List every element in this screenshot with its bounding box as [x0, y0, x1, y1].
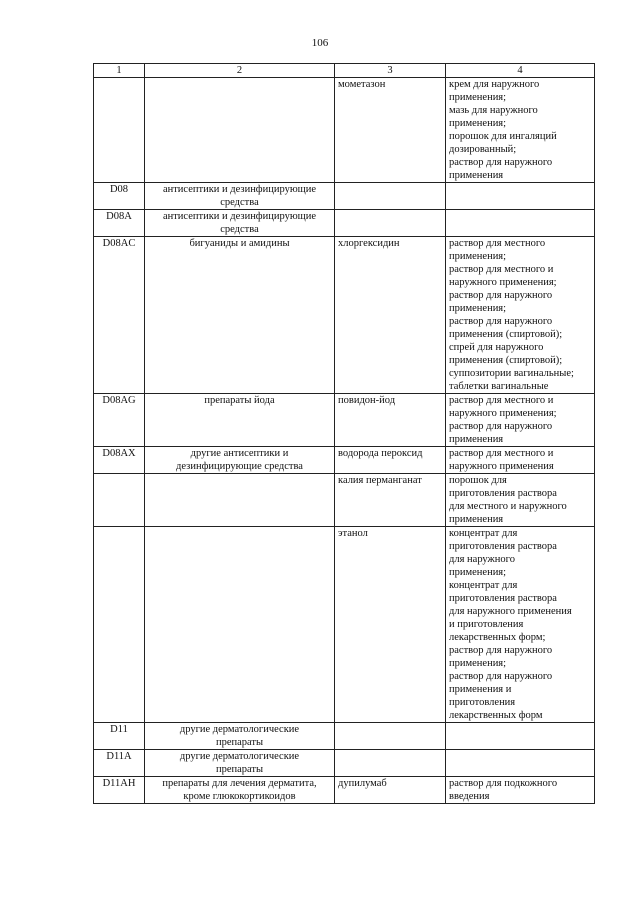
dosage-form-line: спрей для наружного	[449, 342, 544, 353]
drug-name: водорода пероксид	[338, 448, 423, 459]
dosage-form-line: мазь для наружного	[449, 105, 538, 116]
dosage-form-line: раствор для местного	[449, 238, 546, 249]
dosage-form-line: раствор для местного и	[449, 264, 554, 275]
anatomical-group-cell	[145, 237, 335, 394]
dosage-form-line: применения (спиртовой);	[449, 329, 563, 340]
table-body	[94, 78, 595, 804]
dosage-form-line: концентрат для	[449, 580, 518, 591]
drug-table	[93, 63, 595, 804]
dosage-forms-cell	[446, 474, 595, 527]
drug-name-cell	[335, 394, 446, 447]
dosage-form-line: применения;	[449, 92, 507, 103]
table-row	[94, 723, 595, 750]
group-line: препараты	[215, 764, 264, 775]
atc-code: D08AX	[102, 448, 136, 459]
drug-name-cell	[335, 474, 446, 527]
group-line: дезинфицирующие средства	[176, 461, 303, 472]
dosage-form-line: раствор для наружного	[449, 645, 553, 656]
dosage-form-line: приготовления раствора	[449, 541, 557, 552]
drug-name: повидон-йод	[338, 395, 396, 406]
group-line: препараты йода	[204, 395, 275, 406]
dosage-form-line: раствор для местного и	[449, 395, 554, 406]
anatomical-group-cell	[145, 723, 335, 750]
dosage-form-line: применения	[449, 434, 504, 445]
dosage-form-line: применения;	[449, 658, 507, 669]
group-line: другие антисептики и	[190, 448, 289, 459]
dosage-form-line: применения;	[449, 303, 507, 314]
drug-name: мометазон	[338, 79, 386, 90]
dosage-form-line: приготовления	[449, 697, 516, 708]
dosage-forms-cell	[446, 777, 595, 804]
page-number: 106	[311, 37, 329, 49]
header-col-4: 4	[446, 64, 595, 78]
dosage-forms-cell	[446, 723, 595, 750]
header-col-3: 3	[335, 64, 446, 78]
drug-name-cell	[335, 750, 446, 777]
dosage-form-line: раствор для подкожного	[449, 778, 558, 789]
group-line: бигуаниды и амидины	[189, 238, 290, 249]
atc-code-cell	[94, 474, 145, 527]
atc-code-cell	[94, 447, 145, 474]
atc-code-cell	[94, 527, 145, 723]
group-line: антисептики и дезинфицирующие	[162, 211, 317, 222]
dosage-form-line: введения	[449, 791, 490, 802]
dosage-form-line: раствор для местного и	[449, 448, 554, 459]
drug-name: этанол	[338, 528, 368, 539]
drug-name-cell	[335, 210, 446, 237]
atc-code-cell	[94, 394, 145, 447]
anatomical-group-cell	[145, 210, 335, 237]
dosage-forms-cell	[446, 750, 595, 777]
drug-name-cell	[335, 723, 446, 750]
header-col-2: 2	[145, 64, 335, 78]
atc-code: D08A	[106, 211, 132, 222]
group-line: средства	[220, 224, 259, 235]
table-row	[94, 78, 595, 183]
table-row	[94, 183, 595, 210]
atc-code-cell	[94, 237, 145, 394]
dosage-forms-cell	[446, 78, 595, 183]
group-line: препараты для лечения дерматита,	[162, 778, 317, 789]
dosage-forms-cell	[446, 183, 595, 210]
group-line: кроме глюкокортикоидов	[183, 791, 296, 802]
dosage-form-line: применения (спиртовой);	[449, 355, 563, 366]
table-row	[94, 777, 595, 804]
dosage-form-line: лекарственных форм	[449, 710, 543, 721]
dosage-form-line: и приготовления	[449, 619, 524, 630]
atc-code: D11	[110, 724, 128, 735]
anatomical-group-cell	[145, 750, 335, 777]
dosage-form-line: применения	[449, 514, 504, 525]
dosage-form-line: для наружного	[449, 554, 515, 565]
dosage-form-line: лекарственных форм;	[449, 632, 546, 643]
dosage-form-line: таблетки вагинальные	[449, 381, 549, 392]
anatomical-group-cell	[145, 527, 335, 723]
anatomical-group-cell	[145, 777, 335, 804]
atc-code-cell	[94, 723, 145, 750]
dosage-form-line: применения и	[449, 684, 512, 695]
group-line: другие дерматологические	[179, 751, 300, 762]
table-row	[94, 237, 595, 394]
dosage-form-line: применения;	[449, 118, 507, 129]
anatomical-group-cell	[145, 447, 335, 474]
table-row	[94, 447, 595, 474]
atc-code-cell	[94, 78, 145, 183]
atc-code-cell	[94, 183, 145, 210]
table-header	[94, 64, 595, 78]
dosage-form-line: для наружного применения	[449, 606, 572, 617]
drug-name: калия перманганат	[338, 475, 422, 486]
dosage-forms-cell	[446, 210, 595, 237]
header-row	[94, 64, 595, 78]
dosage-form-line: порошок для ингаляций	[449, 131, 557, 142]
drug-name-cell	[335, 527, 446, 723]
anatomical-group-cell	[145, 183, 335, 210]
atc-code: D08AG	[102, 395, 136, 406]
drug-name-cell	[335, 777, 446, 804]
dosage-form-line: приготовления раствора	[449, 488, 557, 499]
dosage-form-line: применения	[449, 170, 504, 181]
dosage-form-line: порошок для	[449, 475, 507, 486]
table-row	[94, 750, 595, 777]
table-row	[94, 210, 595, 237]
dosage-form-line: применения;	[449, 567, 507, 578]
dosage-form-line: применения;	[449, 251, 507, 262]
atc-code-cell	[94, 777, 145, 804]
dosage-forms-cell	[446, 237, 595, 394]
dosage-forms-cell	[446, 447, 595, 474]
drug-name-cell	[335, 237, 446, 394]
drug-name: хлоргексидин	[338, 238, 400, 249]
dosage-forms-cell	[446, 527, 595, 723]
atc-code-cell	[94, 210, 145, 237]
group-line: другие дерматологические	[179, 724, 300, 735]
header-col-1: 1	[94, 64, 145, 78]
group-line: антисептики и дезинфицирующие	[162, 184, 317, 195]
table-row	[94, 474, 595, 527]
table-row	[94, 527, 595, 723]
dosage-form-line: раствор для наружного	[449, 157, 553, 168]
drug-name: дупилумаб	[338, 778, 387, 789]
atc-code: D08	[109, 184, 129, 195]
dosage-form-line: наружного применения;	[449, 408, 557, 419]
drug-name-cell	[335, 447, 446, 474]
dosage-form-line: дозированный;	[449, 144, 517, 155]
atc-code: D11AH	[102, 778, 136, 789]
atc-code-cell	[94, 750, 145, 777]
dosage-form-line: раствор для наружного	[449, 671, 553, 682]
dosage-form-line: приготовления раствора	[449, 593, 557, 604]
drug-name-cell	[335, 183, 446, 210]
atc-code: D08AC	[102, 238, 136, 249]
dosage-forms-cell	[446, 394, 595, 447]
dosage-form-line: суппозитории вагинальные;	[449, 368, 574, 379]
anatomical-group-cell	[145, 394, 335, 447]
dosage-form-line: наружного применения	[449, 461, 554, 472]
group-line: препараты	[215, 737, 264, 748]
group-line: средства	[220, 197, 259, 208]
dosage-form-line: концентрат для	[449, 528, 518, 539]
dosage-form-line: раствор для наружного	[449, 421, 553, 432]
dosage-form-line: для местного и наружного	[449, 501, 567, 512]
dosage-form-line: раствор для наружного	[449, 316, 553, 327]
drug-name-cell	[335, 78, 446, 183]
anatomical-group-cell	[145, 78, 335, 183]
anatomical-group-cell	[145, 474, 335, 527]
dosage-form-line: крем для наружного	[449, 79, 540, 90]
atc-code: D11A	[106, 751, 132, 762]
dosage-form-line: раствор для наружного	[449, 290, 553, 301]
table-row	[94, 394, 595, 447]
dosage-form-line: наружного применения;	[449, 277, 557, 288]
